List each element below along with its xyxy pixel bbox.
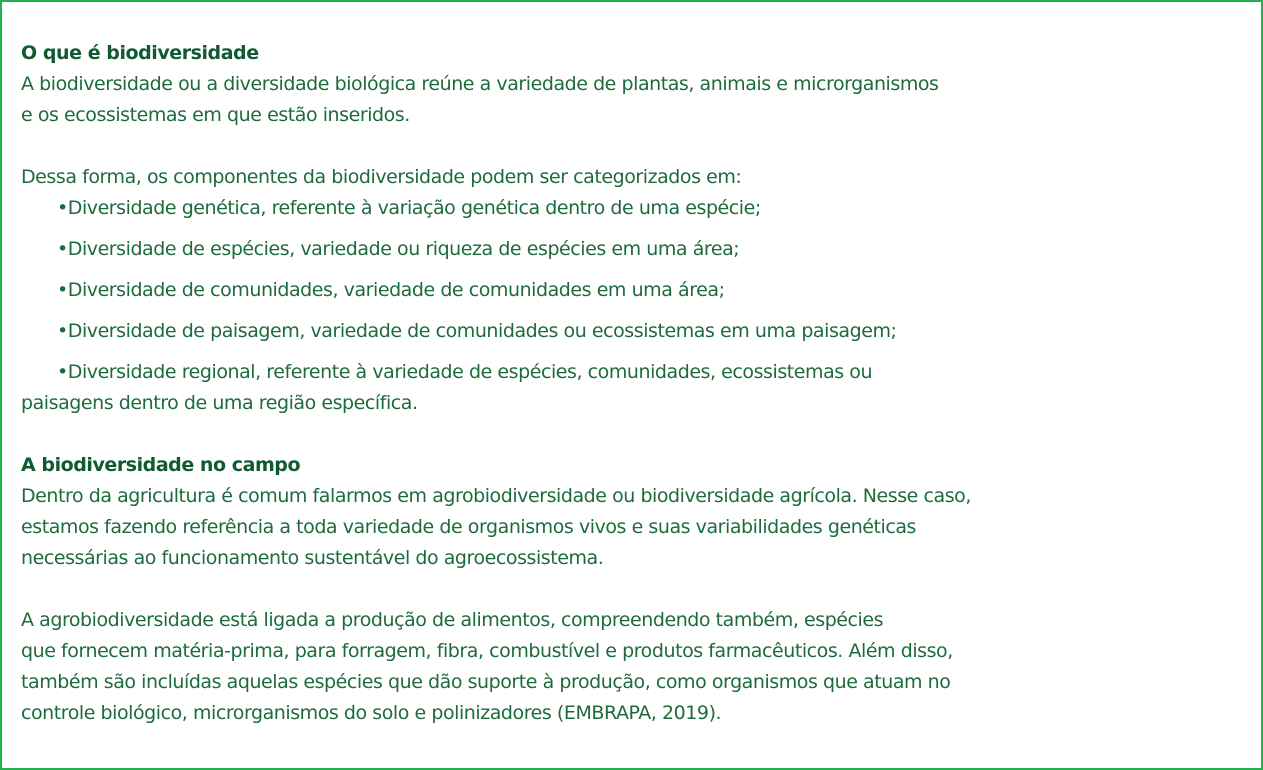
list-item xyxy=(21,275,1246,306)
paragraph-line: que fornecem matéria-prima, para forragem, fibra, combustível e produtos farmacêuticos. Além disso, xyxy=(21,640,953,662)
list-intro: Dessa forma, os componentes da biodiversidade podem ser categorizados em: xyxy=(21,166,742,188)
list-item-text: Diversidade de comunidades, variedade de comunidades em uma área; xyxy=(67,279,725,301)
section-heading-what-is-biodiversity: O que é biodiversidade xyxy=(21,42,259,64)
paragraph-line: Dentro da agricultura é comum falarmos em agrobiodiversidade ou biodiversidade agrícola. Nesse caso, xyxy=(21,485,971,507)
paragraph-line: controle biológico, microrganismos do solo e polinizadores (EMBRAPA, 2019). xyxy=(21,702,722,724)
bullet-icon: • xyxy=(57,197,68,219)
bullet-icon: • xyxy=(57,238,68,260)
paragraph-spacer xyxy=(21,131,1246,162)
paragraph-line: e os ecossistemas em que estão inseridos. xyxy=(21,104,410,126)
list-item xyxy=(21,316,1246,347)
paragraph-spacer xyxy=(21,574,1246,605)
paragraph-line: estamos fazendo referência a toda variedade de organismos vivos e suas variabilidades genéticas xyxy=(21,516,916,538)
list-item xyxy=(21,357,1246,388)
list-item xyxy=(21,234,1246,265)
bullet-icon: • xyxy=(57,361,68,383)
section-heading-biodiversity-in-field: A biodiversidade no campo xyxy=(21,454,301,476)
article-body xyxy=(21,38,1246,729)
list-item-text: Diversidade genética, referente à variação genética dentro de uma espécie; xyxy=(67,197,761,219)
list-item-text: Diversidade regional, referente à variedade de espécies, comunidades, ecossistemas ou xyxy=(67,361,873,383)
section-spacer xyxy=(21,419,1246,450)
paragraph-line: A biodiversidade ou a diversidade biológica reúne a variedade de plantas, animais e microrganismos xyxy=(21,73,939,95)
components-list xyxy=(21,193,1246,419)
bullet-icon: • xyxy=(57,279,68,301)
bullet-icon: • xyxy=(57,320,68,342)
list-item-text: Diversidade de paisagem, variedade de comunidades ou ecossistemas em uma paisagem; xyxy=(67,320,897,342)
paragraph-line: também são incluídas aquelas espécies que dão suporte à produção, como organismos que atuam no xyxy=(21,671,951,693)
paragraph-line: A agrobiodiversidade está ligada a produção de alimentos, compreendendo também, espécies xyxy=(21,609,884,631)
list-item xyxy=(21,193,1246,224)
paragraph-line: necessárias ao funcionamento sustentável do agroecossistema. xyxy=(21,547,604,569)
list-item-continuation: paisagens dentro de uma região específica. xyxy=(21,392,418,414)
list-item-text: Diversidade de espécies, variedade ou riqueza de espécies em uma área; xyxy=(67,238,740,260)
